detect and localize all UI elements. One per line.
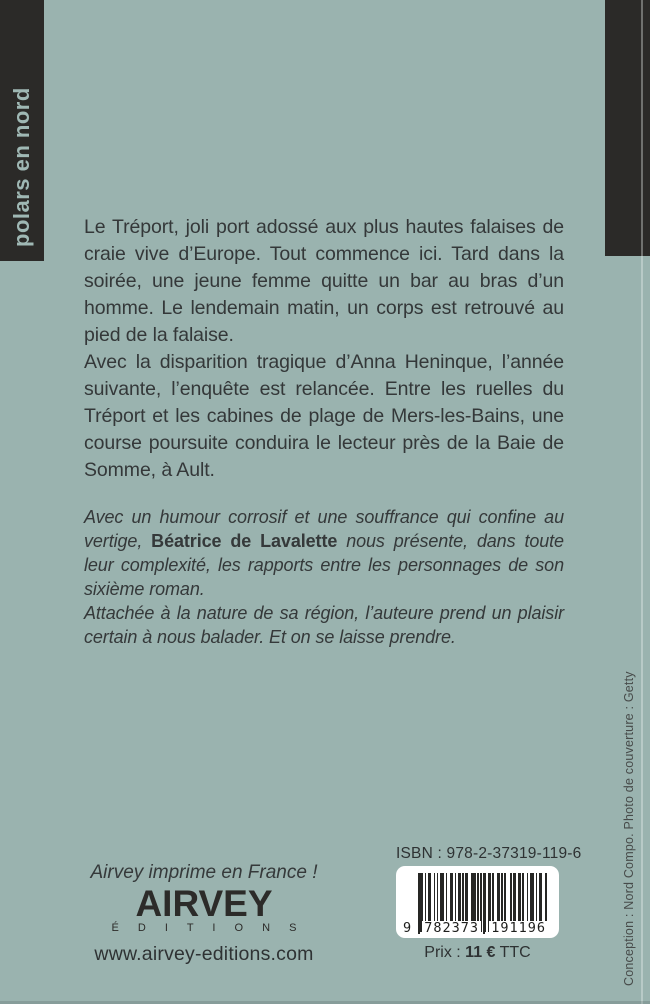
review-text-before-author: Avec un humour corrosif et une souffrance qui confine au vertige, bbox=[84, 507, 564, 551]
barcode-digit-group-1: 9 bbox=[403, 920, 413, 936]
synopsis-block bbox=[84, 214, 564, 484]
price-label bbox=[396, 944, 559, 962]
isbn-label: ISBN : 978-2-37319-119-6 bbox=[396, 845, 582, 862]
publisher-logo-subtitle: É D I T I O N S bbox=[111, 922, 305, 934]
review-text-after-author: nous présente, dans toute leur complexité, les rapports entre les personnages de son sixième roman. bbox=[84, 531, 564, 599]
barcode-digit-group-2: 782373 bbox=[424, 920, 480, 936]
fold-line bbox=[641, 0, 643, 1004]
top-band-right bbox=[605, 0, 650, 256]
synopsis-paragraph-1: Le Tréport, joli port adossé aux plus hautes falaises de craie vive d’Europe. Tout commence ici. Tard dans la soirée, une jeune femme quitte un bar au bras d’un homme. Le lendemain matin, un corps est retrouvé au pied de la falaise. bbox=[84, 216, 564, 346]
credits-vertical-text: Conception : Nord Compo. Photo de couverture : Getty bbox=[622, 671, 636, 986]
price-value: 11 € bbox=[465, 944, 496, 961]
author-name: Béatrice de Lavalette bbox=[151, 531, 338, 551]
review-block bbox=[84, 505, 564, 649]
barcode bbox=[396, 866, 559, 938]
collection-spine-label: polars en nord bbox=[9, 87, 34, 247]
publisher-website: www.airvey-editions.com bbox=[94, 943, 314, 965]
publisher-logo: AIRVEY bbox=[135, 883, 273, 924]
barcode-digits bbox=[401, 921, 548, 936]
publisher-block bbox=[64, 862, 344, 966]
price-suffix: TTC bbox=[495, 944, 531, 961]
barcode-digit-group-3: 191196 bbox=[491, 920, 546, 936]
publisher-tagline: Airvey imprime en France ! bbox=[90, 862, 318, 883]
synopsis-paragraph-2: Avec la disparition tragique d’Anna Heninque, l’année suivante, l’enquête est relancée. Entre les ruelles du Tréport et les cabines de plage de Mers-les-Bains, une course poursuite conduira le lecteur près de la Baie de Somme, à Ault. bbox=[84, 351, 564, 481]
review-paragraph-1 bbox=[84, 505, 564, 601]
review-paragraph-2: Attachée à la nature de sa région, l’auteure prend un plaisir certain à nous balader. Et on se laisse prendre. bbox=[84, 603, 564, 647]
price-prefix: Prix : bbox=[424, 944, 466, 961]
